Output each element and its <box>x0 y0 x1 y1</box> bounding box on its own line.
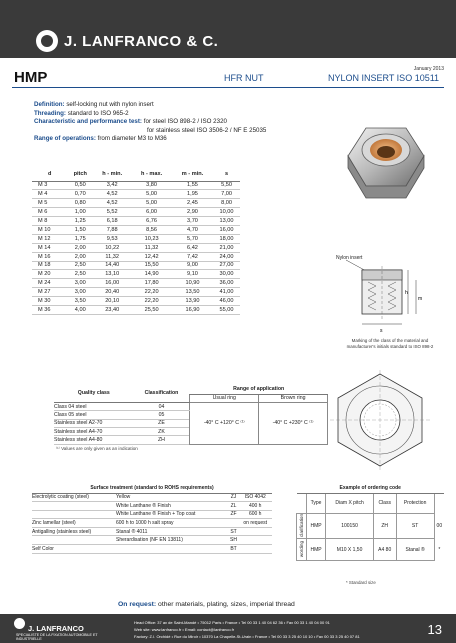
dim-cell: 21,00 <box>213 243 240 252</box>
dim-row <box>32 288 240 297</box>
qc-classification: 05 <box>134 411 190 419</box>
dim-cell: 36,00 <box>213 279 240 288</box>
dim-cell: M 30 <box>32 297 67 306</box>
dim-cell: 6,42 <box>172 243 213 252</box>
dim-cell: M 3 <box>32 181 67 190</box>
dim-cell: 2,45 <box>172 199 213 208</box>
hex-top-view <box>330 370 430 470</box>
dim-row <box>32 190 240 199</box>
surface-cell <box>229 519 239 528</box>
dim-cell: 1,55 <box>172 181 213 190</box>
footer-line-3: Factory: Z.I. Orchidé • Rue du Miroir • 10370 La Chapelle-St-Urain • France • Tel 00 33 3 25 40 10 10 • Fax 00 33 3 25 40 07 81 <box>134 634 360 639</box>
definition-label: Definition: <box>34 101 65 108</box>
dim-cell: 9,10 <box>172 270 213 279</box>
dim-cell: 10,00 <box>213 208 240 217</box>
dim-cell: M 10 <box>32 225 67 234</box>
qc-header-range: Range of application <box>190 384 328 394</box>
footer-address <box>134 619 360 640</box>
ordering-side-label-2: wording <box>298 540 304 558</box>
dim-cell: 14,90 <box>131 270 172 279</box>
dim-row <box>32 181 240 190</box>
surface-cell: ISO 4042 <box>238 493 272 502</box>
dim-row <box>32 243 240 252</box>
qc-class: Stainless steel A2-70 <box>54 419 134 427</box>
dim-cell: M 14 <box>32 243 67 252</box>
dimensions-header-row <box>32 168 240 181</box>
ordering-cell: * <box>438 546 441 553</box>
dim-cell: 7,88 <box>93 225 131 234</box>
ordering-cell: Stanal ® <box>396 539 434 561</box>
dim-cell: 20,10 <box>93 297 131 306</box>
dim-cell: 3,00 <box>67 288 93 297</box>
ordering-cell: 100150 <box>326 513 373 539</box>
ordering-cell: HMP <box>306 513 326 539</box>
product-code: HMP <box>14 69 48 86</box>
product-standard: NYLON INSERT ISO 10511 <box>328 73 440 83</box>
surface-cell: ZF <box>230 511 237 518</box>
dim-cell: 1,75 <box>67 234 93 243</box>
dim-cell: 22,20 <box>131 288 172 297</box>
brand-name: J. LANFRANCO & C. <box>64 32 219 50</box>
dim-cell: M 24 <box>32 279 67 288</box>
dim-cell: 7,00 <box>213 190 240 199</box>
surface-cell <box>238 527 272 536</box>
dim-row <box>32 199 240 208</box>
range-label: Range of operations: <box>34 135 96 143</box>
dim-m-label: m <box>418 296 423 302</box>
dim-cell: M 5 <box>32 199 67 208</box>
dim-cell: 1,00 <box>67 208 93 217</box>
threading-value: standard to ISO 965-2 <box>67 109 129 117</box>
footer-line-2: Web site: www.lanfranco.fr • Email: contact@lanfranco.fr <box>134 627 235 632</box>
dim-cell: 5,52 <box>93 208 131 217</box>
footer-tagline: SPECIALISTE DE LA FIXATION AUTOMOBILE ET INDUSTRIELLE <box>16 633 98 642</box>
dim-cell: 0,80 <box>67 199 93 208</box>
surface-cell: ZL <box>229 502 239 511</box>
dim-cell: 6,76 <box>131 217 172 226</box>
dim-cell: 17,80 <box>131 279 172 288</box>
surface-cell: BT <box>230 545 237 552</box>
dim-cell: 4,52 <box>93 190 131 199</box>
qc-brown-range: -40° C +230° C ⁽¹⁾ <box>259 402 328 444</box>
definition-value: self-locking nut with nylon insert <box>66 101 154 108</box>
dim-cell: 14,40 <box>93 261 131 270</box>
dim-cell: M 12 <box>32 234 67 243</box>
quality-note: ⁽¹⁾ Values are only given as an indication <box>56 446 138 451</box>
dim-row <box>32 208 240 217</box>
surface-cell: on request <box>238 519 272 528</box>
surface-cell: Antigalling (stainless steel) <box>32 527 116 536</box>
surface-cell: Self Color <box>32 545 116 554</box>
surface-cell: White Lanthane ® Finish <box>116 502 229 511</box>
surface-cell: 400 h <box>238 502 272 511</box>
dim-cell: 20,40 <box>93 288 131 297</box>
dim-cell: 5,00 <box>131 199 172 208</box>
dim-cell: 55,00 <box>213 305 240 314</box>
dim-cell: 9,53 <box>93 234 131 243</box>
surface-cell: SH <box>230 537 237 544</box>
ordering-header-type: Type <box>306 493 326 513</box>
nut-photo <box>330 106 442 210</box>
logo-icon <box>36 30 58 52</box>
dim-cell: 2,00 <box>67 243 93 252</box>
ordering-cell: M10 X 1,50 <box>326 539 373 561</box>
dim-cell: 4,70 <box>172 225 213 234</box>
surface-cell: White Lanthane ® Finish + Top coat <box>116 510 229 519</box>
dim-cell: 16,00 <box>93 279 131 288</box>
dim-cell: 0,50 <box>67 181 93 190</box>
ordering-cell: ZH <box>373 513 396 539</box>
dim-cell: 2,00 <box>67 252 93 261</box>
section-drawing <box>346 258 430 338</box>
dim-row <box>32 297 240 306</box>
ordering-cell: ST <box>396 513 434 539</box>
qc-class: Stainless steel A4-80 <box>54 436 134 444</box>
dimensions-table <box>32 168 240 315</box>
dim-cell: 25,50 <box>131 305 172 314</box>
footer-logo-icon <box>14 618 25 629</box>
dim-header-cell: d <box>32 168 67 181</box>
qc-header-class: Quality class <box>54 384 134 402</box>
dim-cell: 6,18 <box>93 217 131 226</box>
dim-cell: 2,50 <box>67 270 93 279</box>
qc-row <box>54 402 328 410</box>
qc-classification: 04 <box>134 402 190 410</box>
characteristic-value-2: for stainless steel ISO 3506-2 / NF E 25035 <box>147 126 267 134</box>
dim-row <box>32 234 240 243</box>
surface-cell: 600 h <box>238 510 272 519</box>
surface-row <box>32 493 272 502</box>
brand-logo <box>36 30 218 52</box>
on-request-text: other materials, plating, sizes, imperial thread <box>158 601 295 608</box>
dim-cell: 15,50 <box>131 261 172 270</box>
dim-cell: 5,00 <box>131 190 172 199</box>
surface-cell: ZJ <box>229 493 239 502</box>
qc-header-classification: Classification <box>134 384 190 402</box>
footer <box>0 614 456 643</box>
surface-cell: Zinc lamellar (steel) <box>32 519 116 528</box>
dim-cell: 1,95 <box>172 190 213 199</box>
dim-row <box>32 261 240 270</box>
qc-classification: ZE <box>134 419 190 427</box>
dim-cell: 3,00 <box>67 279 93 288</box>
surface-cell <box>238 545 272 554</box>
qc-classification: ZK <box>134 428 190 436</box>
dim-cell: 13,00 <box>213 217 240 226</box>
surface-row <box>32 519 272 528</box>
qc-class: Class 05 steel <box>54 411 134 419</box>
surface-row <box>32 502 272 511</box>
dim-cell: 30,00 <box>213 270 240 279</box>
qc-classification: ZH <box>134 436 190 444</box>
surface-cell: Sherardisation (NF EN 13811) <box>116 536 229 545</box>
dim-cell: 1,25 <box>67 217 93 226</box>
dim-cell: M 6 <box>32 208 67 217</box>
dim-row <box>32 270 240 279</box>
dim-header-cell: m - min. <box>172 168 213 181</box>
nylon-insert-label: Nylon insert <box>336 255 363 261</box>
dim-cell: M 20 <box>32 270 67 279</box>
dim-cell: 46,00 <box>213 297 240 306</box>
issue-date: January 2013 <box>413 66 444 72</box>
dim-row <box>32 279 240 288</box>
qc-header-brown: Brown ring <box>259 394 328 402</box>
dim-row <box>32 305 240 314</box>
dim-cell: M 27 <box>32 288 67 297</box>
ordering-side-label-1: clarification <box>298 513 304 537</box>
quality-class-table <box>54 384 328 445</box>
dim-row <box>32 225 240 234</box>
ordering-cell: A4 80 <box>373 539 396 561</box>
dim-cell: 27,00 <box>213 261 240 270</box>
product-name: HFR NUT <box>224 73 264 83</box>
dim-cell: 5,50 <box>213 181 240 190</box>
dim-cell: 16,00 <box>213 225 240 234</box>
title-bar <box>12 68 444 88</box>
dim-cell: 1,50 <box>67 225 93 234</box>
dim-row <box>32 217 240 226</box>
dim-h-label: h <box>405 290 408 296</box>
surface-cell: 600 h to 1000 h salt spray <box>116 519 229 528</box>
dim-cell: 11,32 <box>93 252 131 261</box>
surface-cell <box>116 545 229 554</box>
marking-note: Marking of the class of the material and manufacturer's initials standard to ISO 898-2 <box>346 338 434 349</box>
ordering-code-table <box>296 484 444 561</box>
surface-title: Surface treatment (standard to ROHS requirements) <box>32 484 272 493</box>
dim-cell: 7,42 <box>172 252 213 261</box>
ordering-header-class: Class <box>373 493 396 513</box>
dim-cell: M 4 <box>32 190 67 199</box>
surface-cell: ST <box>230 528 237 535</box>
footer-logo <box>14 618 98 642</box>
dim-cell: 16,90 <box>172 305 213 314</box>
surface-cell: Stanal ® 4011 <box>116 527 229 536</box>
dim-cell: 23,40 <box>93 305 131 314</box>
dim-header-cell: h - min. <box>93 168 131 181</box>
dim-cell: 11,32 <box>131 243 172 252</box>
dim-cell: 5,70 <box>172 234 213 243</box>
surface-cell <box>238 536 272 545</box>
dim-cell: 9,00 <box>172 261 213 270</box>
footer-brand-name: J. LANFRANCO <box>28 624 84 633</box>
dim-header-cell: pitch <box>67 168 93 181</box>
on-request <box>118 601 295 608</box>
ordering-title: Example of ordering code <box>297 484 445 493</box>
dim-cell: M 16 <box>32 252 67 261</box>
dim-header-cell: h - max. <box>131 168 172 181</box>
dim-cell: 4,52 <box>93 199 131 208</box>
ordering-header-diam: Diam X pitch <box>326 493 373 513</box>
ordering-note: * Standard size <box>346 580 376 585</box>
dim-cell: 0,70 <box>67 190 93 199</box>
surface-cell <box>32 502 116 511</box>
dim-cell: 3,80 <box>131 181 172 190</box>
definitions <box>34 101 266 144</box>
dim-cell: 13,10 <box>93 270 131 279</box>
qc-header-usual: Usual ring <box>190 394 259 402</box>
surface-cell <box>32 510 116 519</box>
surface-row <box>32 527 272 536</box>
dim-cell: 2,90 <box>172 208 213 217</box>
page-number: 13 <box>427 622 442 637</box>
dim-cell: M 8 <box>32 217 67 226</box>
dim-cell: M 36 <box>32 305 67 314</box>
dim-cell: 13,50 <box>172 288 213 297</box>
footer-line-1: Head Office: 37 av de Saint-Mandé • 75012 Paris • France • Tel 00 33 1 40 04 62 36 • Fax 00 33 1 40 04 00 91 <box>134 620 330 625</box>
on-request-label: On request: <box>118 601 157 608</box>
qc-class: Stainless steel A4-70 <box>54 428 134 436</box>
qc-usual-range: -40° C +120° C ⁽¹⁾ <box>190 402 259 444</box>
characteristic-value: for steel ISO 898-2 / ISO 2320 <box>143 118 227 126</box>
surface-row <box>32 510 272 519</box>
dim-cell: 3,42 <box>93 181 131 190</box>
threading-label: Threading: <box>34 109 66 117</box>
dim-cell: 18,00 <box>213 234 240 243</box>
dim-cell: 4,00 <box>67 305 93 314</box>
ordering-cell: 00 <box>436 522 443 529</box>
surface-row <box>32 536 272 545</box>
dim-cell: 10,23 <box>131 234 172 243</box>
dim-cell: 41,00 <box>213 288 240 297</box>
ordering-header-protection: Protection <box>396 493 434 513</box>
dim-s-label: s <box>380 328 383 334</box>
dim-cell: 6,00 <box>131 208 172 217</box>
surface-cell: Electrolytic coating (steel) <box>32 493 116 502</box>
surface-cell <box>32 536 116 545</box>
dim-cell: M 18 <box>32 261 67 270</box>
surface-cell: Yellow <box>116 493 229 502</box>
dim-cell: 3,70 <box>172 217 213 226</box>
characteristic-label: Characteristic and performance test: <box>34 118 142 126</box>
dim-cell: 8,56 <box>131 225 172 234</box>
dim-cell: 22,20 <box>131 297 172 306</box>
dim-cell: 8,00 <box>213 199 240 208</box>
surface-treatment-table <box>32 484 272 554</box>
dim-cell: 10,90 <box>172 279 213 288</box>
dim-cell: 10,22 <box>93 243 131 252</box>
dim-row <box>32 252 240 261</box>
dim-cell: 3,50 <box>67 297 93 306</box>
dim-header-cell: s <box>213 168 240 181</box>
range-value: from diameter M3 to M36 <box>97 135 167 143</box>
ordering-cell: HMP <box>306 539 326 561</box>
surface-row <box>32 545 272 554</box>
dim-cell: 12,42 <box>131 252 172 261</box>
header-banner <box>0 0 456 58</box>
dim-cell: 24,00 <box>213 252 240 261</box>
dim-cell: 2,50 <box>67 261 93 270</box>
dim-cell: 13,90 <box>172 297 213 306</box>
qc-class: Class 04 steel <box>54 402 134 410</box>
